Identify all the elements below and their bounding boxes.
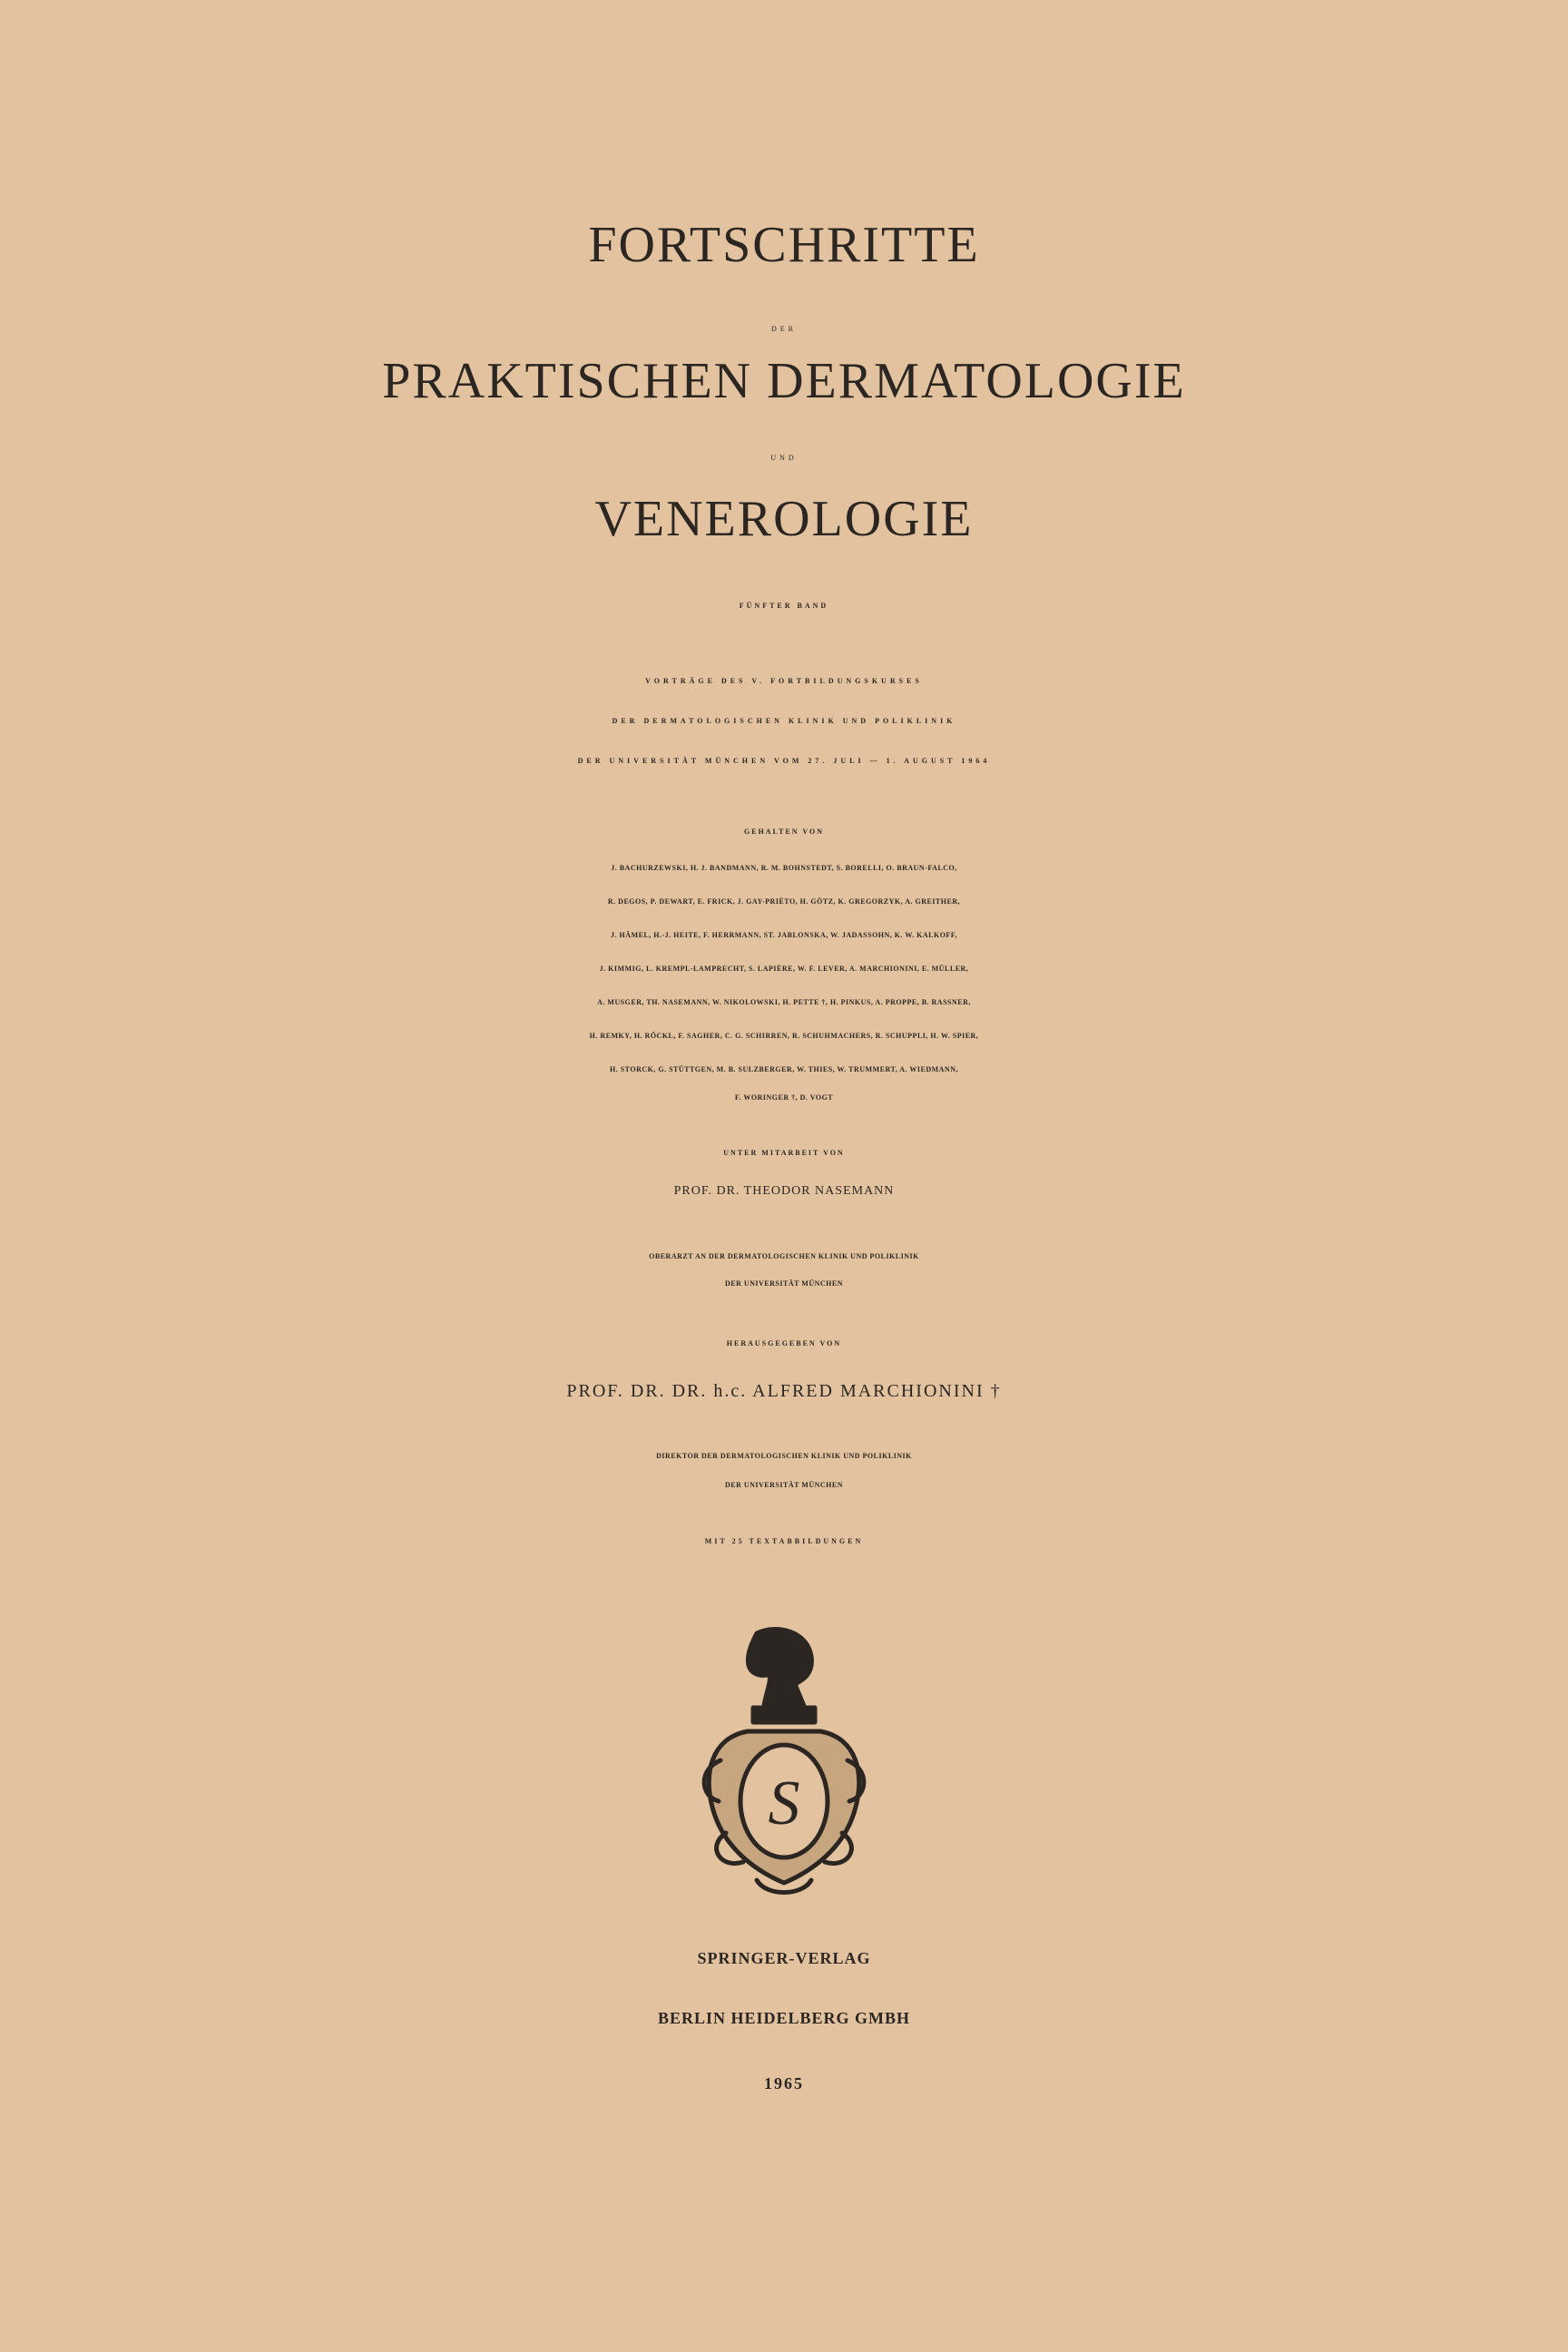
title-connector-der: DER [771, 325, 797, 333]
author-line: J. BACHURZEWSKI, H. J. BANDMANN, R. M. BOHNSTEDT, S. BORELLI, O. BRAUN-FALCO, [611, 864, 957, 872]
lecture-line-1: VORTRÄGE DES V. FORTBILDUNGSKURSES [645, 677, 923, 685]
lecture-line-2: DER DERMATOLOGISCHEN KLINIK UND POLIKLINIK [612, 717, 956, 725]
publication-year: 1965 [764, 2074, 804, 2092]
author-line: J. HÄMEL, H.-J. HEITE, F. HERRMANN, ST. JABLONSKA, W. JADASSOHN, K. W. KALKOFF, [611, 931, 957, 939]
collaborator-affiliation-line: DER UNIVERSITÄT MÜNCHEN [724, 1279, 844, 1288]
publisher-place: BERLIN HEIDELBERG GMBH [657, 2009, 911, 2027]
publisher-name: SPRINGER-VERLAG [697, 1949, 871, 1967]
held-by-label: GEHALTEN VON [743, 828, 825, 836]
author-line: H. STORCK, G. STÜTTGEN, M. B. SULZBERGER, W. THIES, W. TRUMMERT, A. WIEDMANN, [609, 1065, 958, 1073]
author-line: F. WORINGER †, D. VOGT [734, 1093, 834, 1102]
collaborator-name: PROF. DR. THEODOR NASEMANN [673, 1184, 895, 1198]
collaboration-label: UNTER MITARBEIT VON [723, 1149, 845, 1157]
logo-letter: S [768, 1769, 800, 1838]
title-line-1: FORTSCHRITTE [588, 217, 980, 273]
author-line: A. MUSGER, TH. NASEMANN, W. NIKOLOWSKI, H. PETTE †, H. PINKUS, A. PROPPE, B. RASSNER, [597, 998, 971, 1006]
volume-label: FÜNFTER BAND [739, 602, 829, 610]
editor-label: HERAUSGEGEBEN VON [726, 1339, 842, 1348]
author-line: J. KIMMIG, L. KREMPL-LAMPRECHT, S. LAPIÈRE, W. F. LEVER, A. MARCHIONINI, E. MÜLLER, [599, 965, 969, 973]
springer-knight-emblem-icon [693, 1624, 875, 1901]
title-line-3: VENEROLOGIE [594, 491, 974, 547]
editor-affiliation-line: DER UNIVERSITÄT MÜNCHEN [724, 1481, 844, 1489]
author-line: R. DEGOS, P. DEWART, E. FRICK, J. GAY-PRIÈTO, H. GÖTZ, K. GREGORZYK, A. GREITHER, [607, 897, 961, 906]
editor-name: PROF. DR. DR. h.c. ALFRED MARCHIONINI † [566, 1381, 1002, 1401]
title-line-2: PRAKTISCHEN DERMATOLOGIE [382, 353, 1186, 409]
illustrations-note: MIT 25 TEXTABBILDUNGEN [704, 1537, 864, 1545]
editor-affiliation-line: DIREKTOR DER DERMATOLOGISCHEN KLINIK UND POLIKLINIK [656, 1452, 912, 1460]
lecture-line-3: DER UNIVERSITÄT MÜNCHEN VOM 27. JULI — 1. AUGUST 1964 [577, 757, 991, 765]
title-connector-und: UND [770, 454, 798, 462]
collaborator-affiliation-line: OBERARZT AN DER DERMATOLOGISCHEN KLINIK UND POLIKLINIK [649, 1252, 919, 1260]
author-line: H. REMKY, H. RÖCKL, F. SAGHER, C. G. SCHIRREN, R. SCHUHMACHERS, R. SCHUPPLI, H. W. SPIER, [589, 1032, 979, 1040]
